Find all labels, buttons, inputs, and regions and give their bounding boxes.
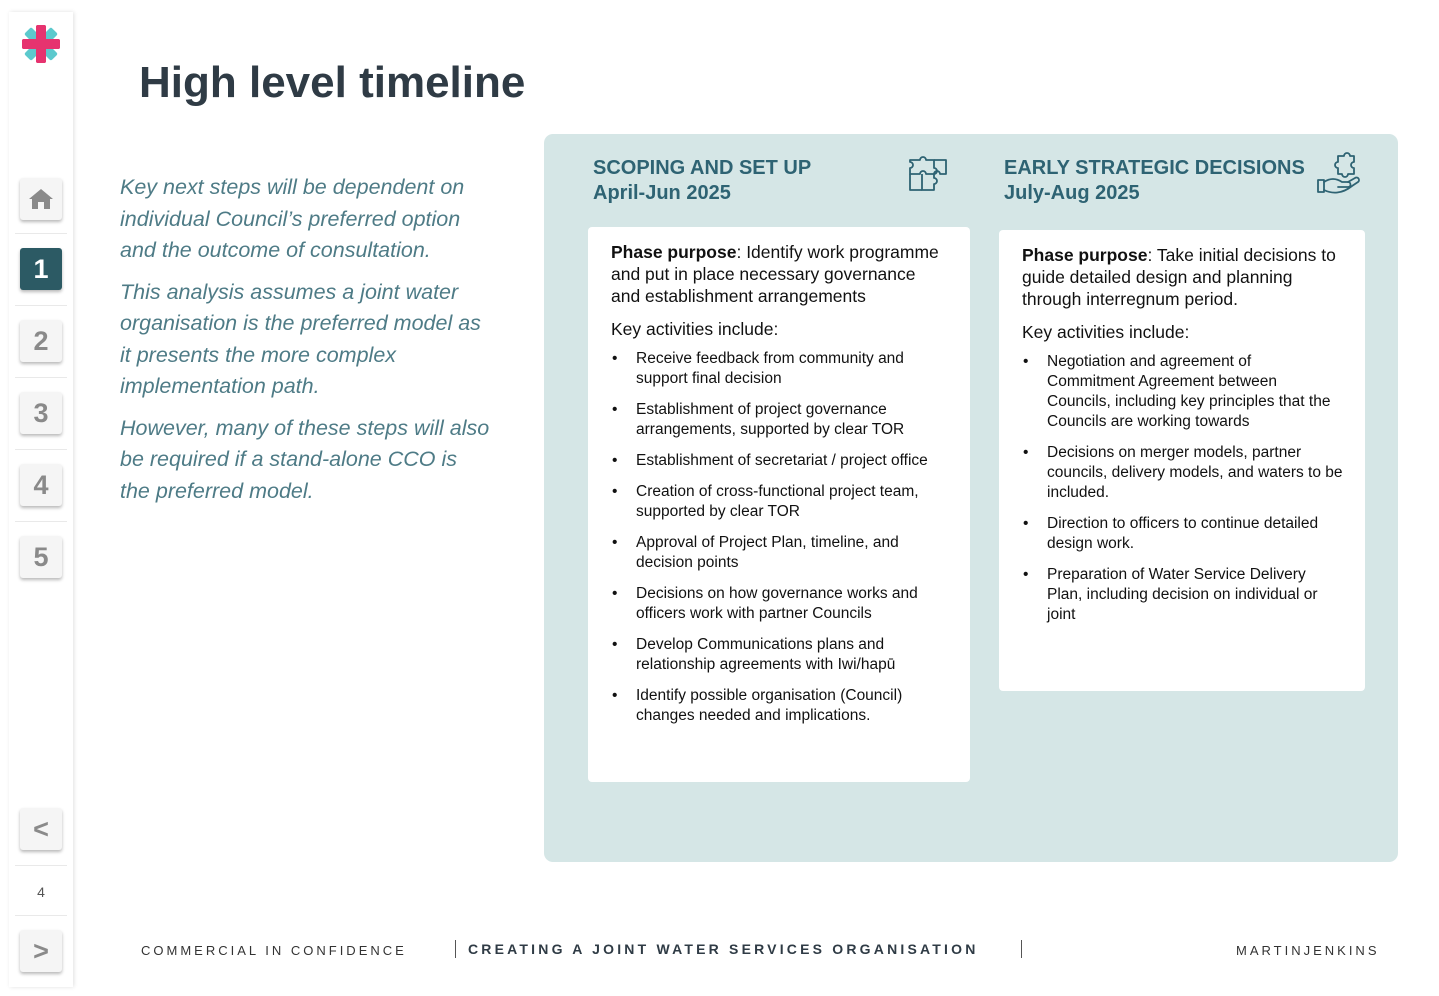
home-button[interactable] <box>20 178 62 220</box>
intro-text <box>120 172 490 517</box>
page-number: 4 <box>37 884 45 900</box>
list-item: • Establishment of project governance arrangements, supported by clear TOR <box>611 400 948 440</box>
activities-list <box>1022 352 1343 625</box>
purpose-label: Phase purpose <box>611 242 737 262</box>
sidebar <box>9 12 73 987</box>
intro-paragraph: This analysis assumes a joint water organisation is the preferred model as it presents the more complex implementation path. <box>120 279 481 398</box>
footer-brand: MARTINJENKINS <box>1236 943 1380 958</box>
list-item: • Establishment of secretariat / project office <box>611 451 948 471</box>
home-icon <box>28 187 54 211</box>
list-item: • Decisions on merger models, partner councils, delivery models, and waters to be included. <box>1022 443 1343 503</box>
phase-2-card <box>999 230 1365 691</box>
purpose-text: : Take initial decisions to guide detailed design and planning through interregnum period. <box>1022 245 1336 309</box>
asterisk-logo-icon <box>21 24 61 64</box>
phase-1-dates: April-Jun 2025 <box>593 182 731 204</box>
phase-1-purpose <box>611 241 948 307</box>
list-item: • Negotiation and agreement of Commitment Agreement between Councils, including key principles that the Councils are working towards <box>1022 352 1343 432</box>
page-title: High level timeline <box>139 58 526 107</box>
phase-2-header <box>1004 156 1305 206</box>
phase-1-card <box>588 227 970 782</box>
nav-item-5[interactable]: 5 <box>20 536 62 578</box>
list-item: • Creation of cross-functional project team, supported by clear TOR <box>611 482 948 522</box>
hand-puzzle-icon <box>1316 152 1362 196</box>
list-item: • Decisions on how governance works and officers work with partner Councils <box>611 584 948 624</box>
prev-button[interactable]: < <box>20 808 62 850</box>
phase-2-dates: July-Aug 2025 <box>1004 182 1140 204</box>
purpose-text: : Identify work programme and put in place necessary governance and establishment arrangements <box>611 242 939 306</box>
phase-2-purpose <box>1022 244 1343 310</box>
list-item: • Approval of Project Plan, timeline, and decision points <box>611 533 948 573</box>
activities-label: Key activities include: <box>611 319 779 339</box>
footer-divider <box>455 940 456 958</box>
activities-list <box>611 349 948 726</box>
phase-1-header <box>593 156 811 206</box>
puzzle-icon <box>908 154 948 192</box>
timeline-panel <box>544 134 1398 862</box>
intro-paragraph: However, many of these steps will also be required if a stand-alone CCO is the preferred model. <box>120 415 490 503</box>
list-item: • Preparation of Water Service Delivery Plan, including decision on individual or joint <box>1022 565 1343 625</box>
intro-paragraph: Key next steps will be dependent on individual Council’s preferred option and the outcome of consultation. <box>120 175 465 262</box>
purpose-label: Phase purpose <box>1022 245 1148 265</box>
footer-divider <box>1021 940 1022 958</box>
next-button[interactable]: > <box>20 930 62 972</box>
phase-1-heading: SCOPING AND SET UP <box>593 157 812 179</box>
footer-confidentiality: COMMERCIAL IN CONFIDENCE <box>141 943 407 958</box>
phase-2-heading: EARLY STRATEGIC DECISIONS <box>1004 157 1305 179</box>
activities-label: Key activities include: <box>1022 322 1190 342</box>
nav-item-1[interactable]: 1 <box>20 248 62 290</box>
footer-title: CREATING A JOINT WATER SERVICES ORGANISATION <box>468 941 979 957</box>
list-item: • Direction to officers to continue detailed design work. <box>1022 514 1343 554</box>
list-item: • Develop Communications plans and relationship agreements with Iwi/hapū <box>611 635 948 675</box>
list-item: • Identify possible organisation (Council) changes needed and implications. <box>611 686 948 726</box>
list-item: • Receive feedback from community and support final decision <box>611 349 948 389</box>
nav-item-4[interactable]: 4 <box>20 464 62 506</box>
nav-item-2[interactable]: 2 <box>20 320 62 362</box>
nav-item-3[interactable]: 3 <box>20 392 62 434</box>
